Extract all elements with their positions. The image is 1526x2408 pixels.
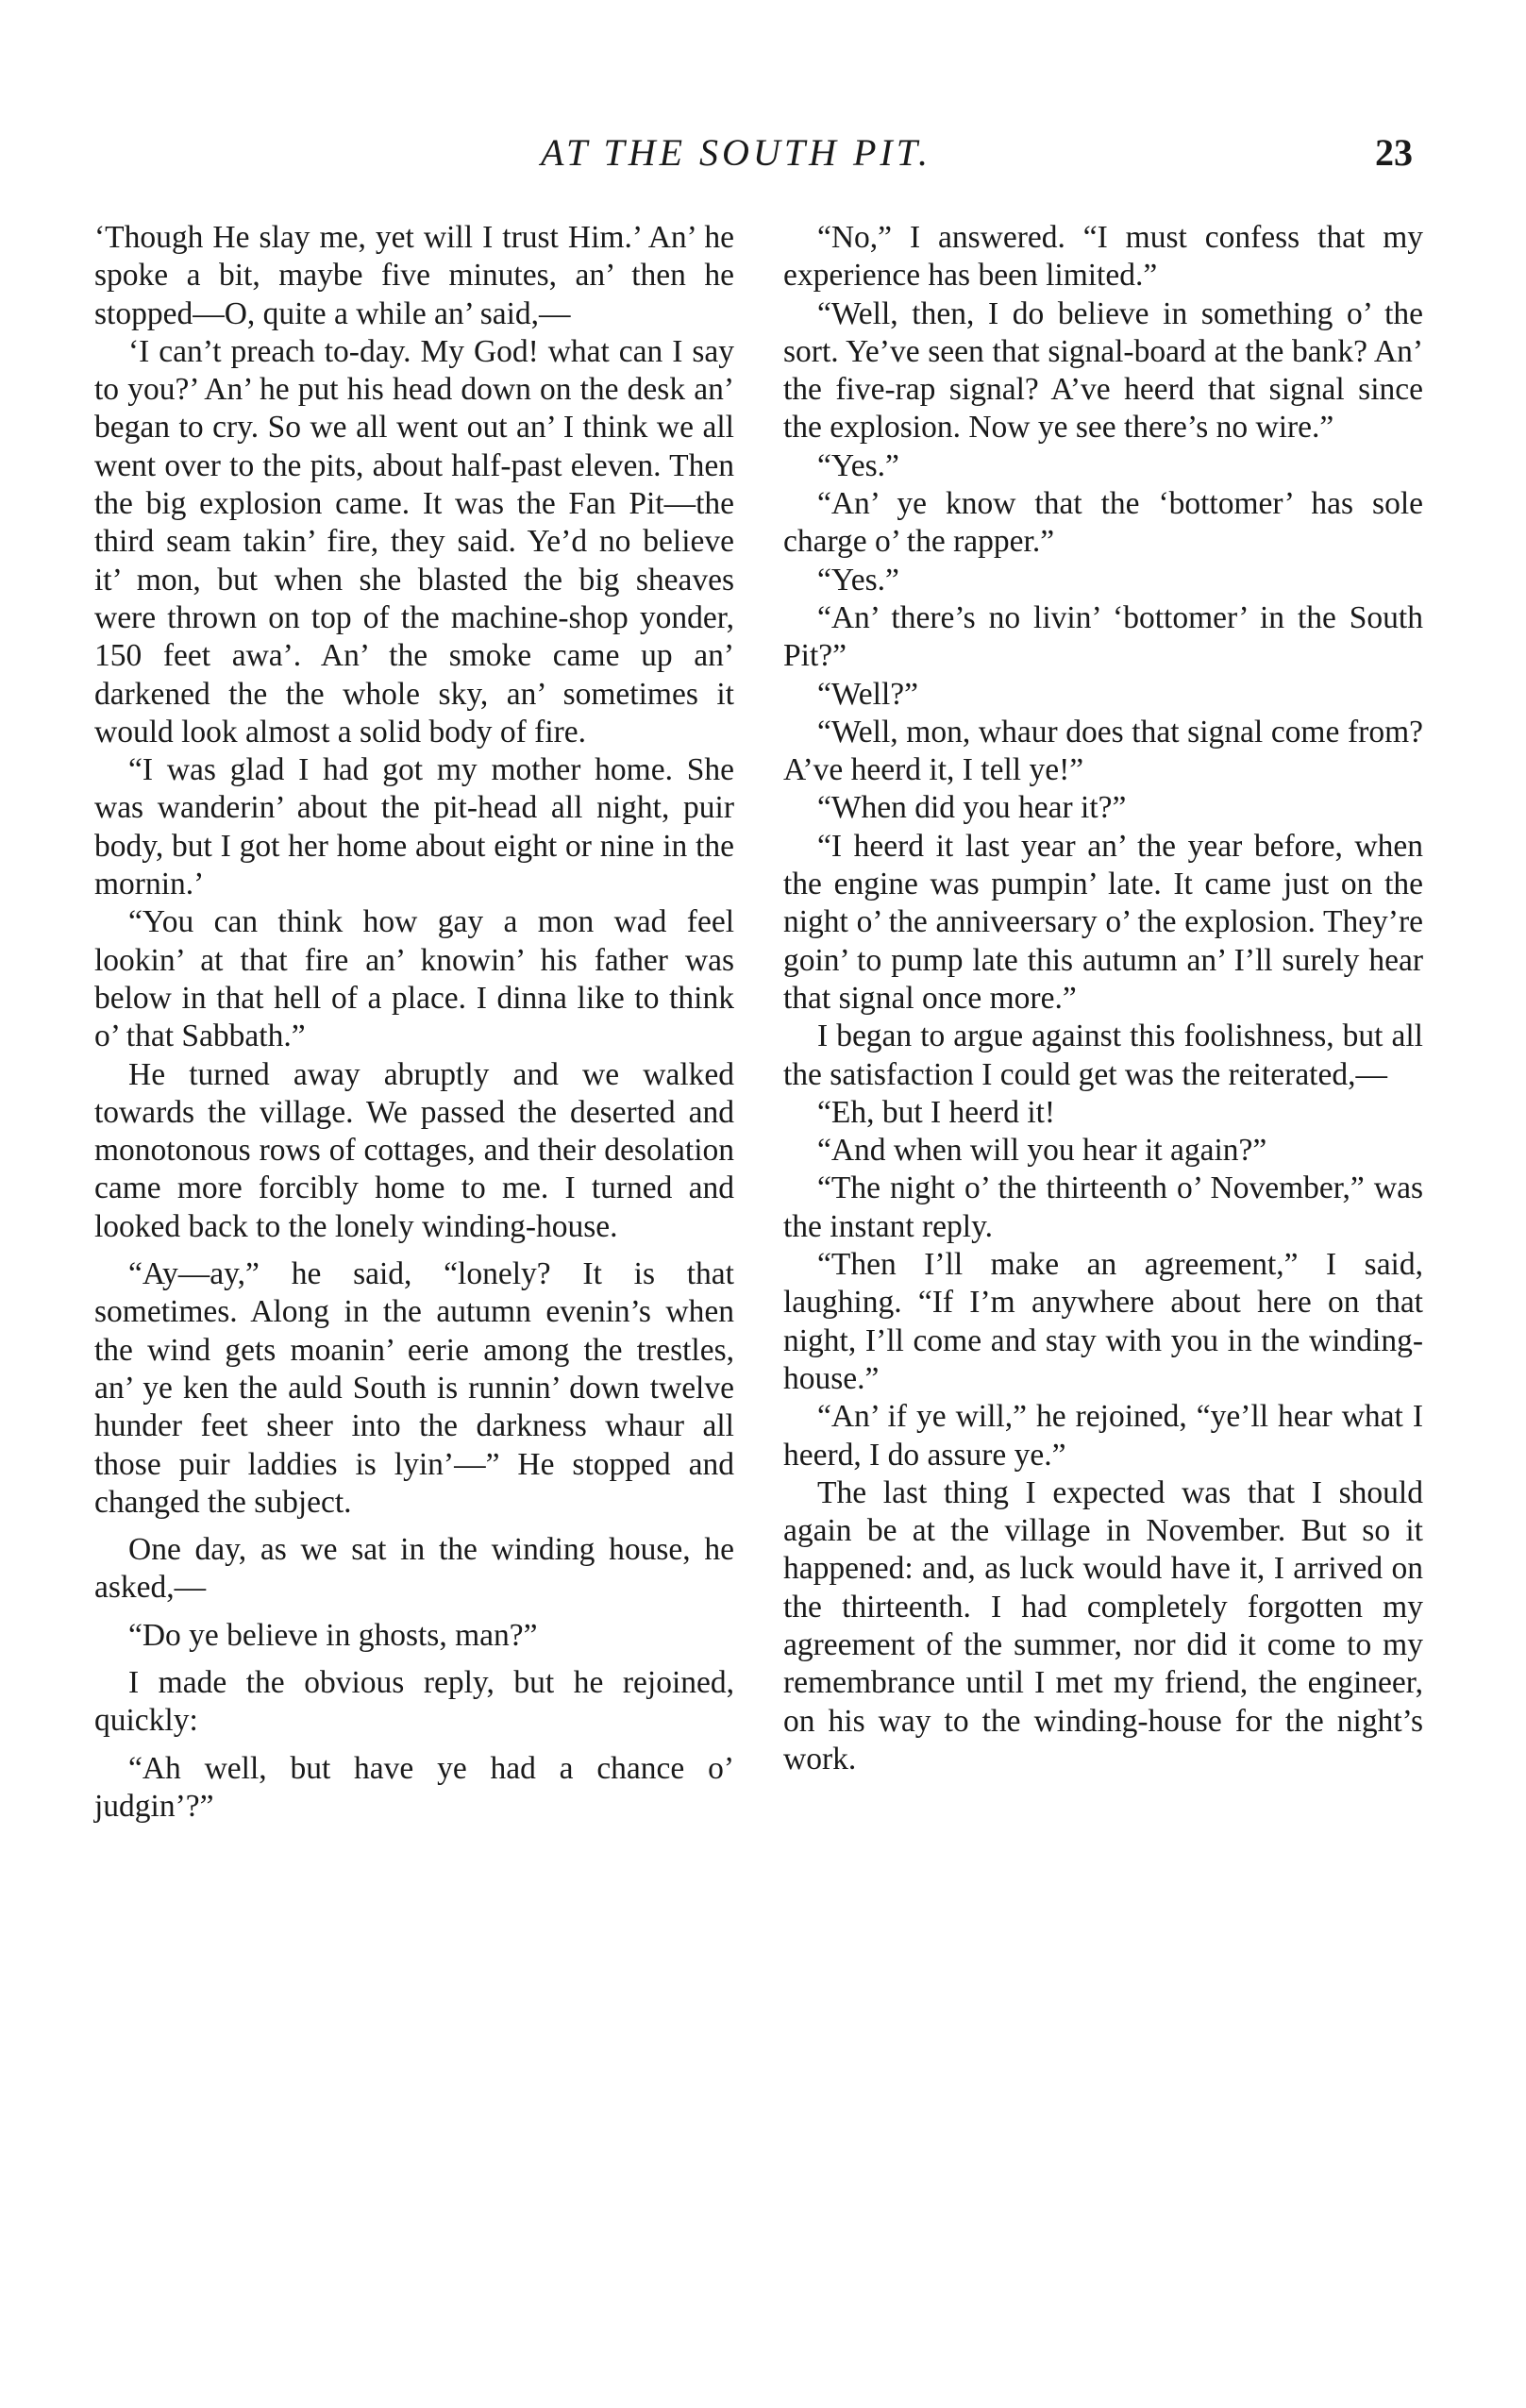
running-head [0,130,1526,187]
paragraph: He turned away abruptly and we walked towards the village. We passed the deserted and monotonous rows of cottages, and their desolation came more forcibly home to me. I turned and looked back to the lonely winding-house. [94,1056,734,1244]
paragraph: “An’ ye know that the ‘bottomer’ has sole charge o’ the rapper.” [783,486,1423,560]
paragraph: “An’ if ye will,” he rejoined, “ye’ll hear what I heerd, I do assure ye.” [783,1399,1423,1473]
paragraph: “Well, mon, whaur does that signal come from? A’ve heerd it, I tell ye!” [783,714,1423,788]
paragraph: I began to argue against this foolishness, but all the satisfaction I could get was the reiterated,— [783,1019,1423,1092]
paragraph: “I heerd it last year an’ the year before, when the engine was pumpin’ late. It came just on the night o’ the anniveersary o’ the explosion. They’re goin’ to pump late this autumn an’ I’ll surely hear that signal once more.” [783,828,1423,1016]
paragraph: “You can think how gay a mon wad feel lookin’ at that fire an’ knowin’ his father was below in that hell of a place. I dinna like to think o’ that Sabbath.” [94,904,734,1054]
paragraph: “I was glad I had got my mother home. She was wanderin’ about the pit-head all night, puir body, but I got her home about eight or nine in the mornin.’ [94,752,734,902]
paragraph: ‘Though He slay me, yet will I trust Him.’ An’ he spoke a bit, maybe five minutes, an’ then he stopped—O, quite a while an’ said,— [94,220,734,331]
paragraph: “Ah well, but have ye had a chance o’ judgin’?” [94,1750,734,1824]
right-column [783,219,1423,1778]
running-title: AT THE SOUTH PIT. [541,131,931,174]
paragraph: I made the obvious reply, but he rejoined, quickly: [94,1664,734,1739]
paragraph: “Then I’ll make an agreement,” I said, laughing. “If I’m anywhere about here on that night, I’ll come and stay with you in the winding-house.” [783,1247,1423,1396]
paragraph: “An’ there’s no livin’ ‘bottomer’ in the South Pit?” [783,599,1423,674]
paragraph: “And when will you hear it again?” [817,1133,1267,1169]
paragraph: “The night o’ the thirteenth o’ November,” was the instant reply. [783,1170,1423,1244]
paragraph: “When did you hear it?” [817,790,1127,826]
paragraph: “Yes.” [817,562,899,598]
paragraph: ‘I can’t preach to-day. My God! what can I say to you?’ An’ he put his head down on the desk an’ began to cry. So we all went out an’ I think we all went over to the pits, about half-past eleven. Then the big explosion came. It was the Fan Pit—the third seam takin’ fire, they said. Ye’d no believe it’ mon, but when she blasted the big sheaves were thrown on top of the machine-shop yonder, 150 feet awa’. An’ the smoke came up an’ darkened the the whole sky, an’ sometimes it would look almost a solid body of fire. [94,333,734,749]
page-number: 23 [1375,131,1413,174]
paragraph: “Eh, but I heerd it! [817,1094,1056,1130]
paragraph: “Yes.” [817,447,899,483]
left-column [94,219,734,1826]
paragraph: “Ay—ay,” he said, “lonely? It is that sometimes. Along in the autumn evenin’s when the wind gets moanin’ eerie among the trestles, an’ ye ken the auld South is runnin’ down twelve hunder feet sheer into the darkness whaur all those puir laddies is lyin’—” He stopped and changed the subject. [94,1256,734,1520]
paragraph: The last thing I expected was that I should again be at the village in November. But so it happened: and, as luck would have it, I arrived on the thirteenth. I had completely forgotten my agreement of the summer, nor did it come to my remembrance until I met my friend, the engineer, on his way to the winding-house for the night’s work. [783,1474,1423,1777]
paragraph: “Well?” [817,676,919,712]
paragraph: “No,” I answered. “I must confess that my experience has been limited.” [783,220,1423,294]
paragraph: One day, as we sat in the winding house, he asked,— [94,1532,734,1606]
paragraph: “Well, then, I do believe in something o’ the sort. Ye’ve seen that signal-board at the bank? An’ the five-rap signal? A’ve heerd that signal since the explosion. Now ye see there’s no wire.” [783,295,1423,446]
paragraph: “Do ye believe in ghosts, man?” [128,1617,538,1653]
